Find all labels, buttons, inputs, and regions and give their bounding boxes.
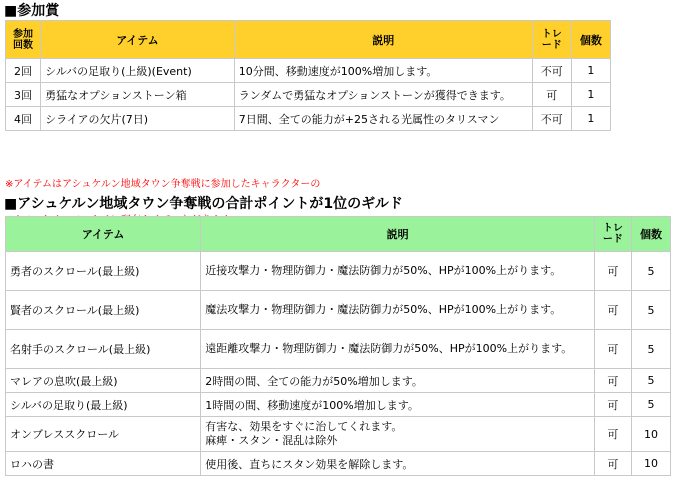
item-cell: オンブレススクロール (6, 417, 200, 451)
col-header-count: 個数 (632, 217, 670, 251)
trade-cell: 不可 (533, 59, 571, 82)
col-header-item: アイテム (6, 217, 200, 251)
table-row (6, 252, 670, 290)
trade-cell: 可 (533, 83, 571, 106)
round-cell: 2回 (6, 59, 40, 82)
trade-cell: 可 (595, 252, 631, 290)
item-cell: ロハの書 (6, 452, 200, 475)
count-cell: 5 (632, 369, 670, 392)
desc-cell: 7日間、全ての能力が+25される光属性のタリスマン (235, 107, 532, 130)
count-cell: 5 (632, 252, 670, 290)
item-cell: 名射手のスクロール(最上級) (6, 330, 200, 368)
count-cell: 10 (632, 452, 670, 475)
note-line-1: ※アイテムはアシュケルン地域タウン争奪戦に参加したキャラクターの (5, 179, 321, 190)
round-cell: 4回 (6, 107, 40, 130)
desc-cell: 遠距離攻撃力・物理防御力・魔法防御力が50%、HPが100%上がります。 (201, 330, 594, 368)
table-row (6, 393, 670, 416)
section1-title: ■参加賞 (4, 3, 60, 19)
desc-cell: ランダムで勇猛なオプションストーンが獲得できます。 (235, 83, 532, 106)
trade-cell: 可 (595, 330, 631, 368)
item-cell: マレアの息吹(最上級) (6, 369, 200, 392)
desc-cell: 2時間の間、全ての能力が50%増加します。 (201, 369, 594, 392)
col-header-count: 個数 (572, 21, 610, 58)
table-header-row (6, 21, 610, 58)
section2-title: ■アシュケルン地域タウン争奪戦の合計ポイントが1位のギルド (4, 196, 403, 212)
table-row (6, 107, 610, 130)
desc-cell: 1時間の間、移動速度が100%増加します。 (201, 393, 594, 416)
desc-cell: 使用後、直ちにスタン効果を解除します。 (201, 452, 594, 475)
table-row (6, 83, 610, 106)
participation-reward-table (5, 20, 611, 131)
table-row (6, 59, 610, 82)
item-cell: 勇者のスクロール(最上級) (6, 252, 200, 290)
count-cell: 1 (572, 59, 610, 82)
trade-cell: 可 (595, 417, 631, 451)
desc-cell: 近接攻撃力・物理防御力・魔法防御力が50%、HPが100%上がります。 (201, 252, 594, 290)
trade-cell: 不可 (533, 107, 571, 130)
col-header-round: 参加 回数 (6, 21, 40, 58)
col-header-desc: 説明 (235, 21, 532, 58)
table-header-row (6, 217, 670, 251)
trade-cell: 可 (595, 291, 631, 329)
trade-cell: 可 (595, 452, 631, 475)
desc-cell: 10分間、移動速度が100%増加します。 (235, 59, 532, 82)
col-header-trade: トレ ード (595, 217, 631, 251)
item-cell: 勇猛なオプションストーン箱 (41, 83, 234, 106)
item-cell: 賢者のスクロール(最上級) (6, 291, 200, 329)
guild-reward-table (5, 216, 671, 476)
table-row (6, 330, 670, 368)
item-cell: シルバの足取り(上級)(Event) (41, 59, 234, 82)
table-row (6, 452, 670, 475)
desc-cell: 魔法攻撃力・物理防御力・魔法防御力が50%、HPが100%上がります。 (201, 291, 594, 329)
table-row (6, 291, 670, 329)
col-header-trade: トレ ード (533, 21, 571, 58)
table-row (6, 417, 670, 451)
round-cell: 3回 (6, 83, 40, 106)
trade-cell: 可 (595, 369, 631, 392)
desc-cell: 有害な、効果をすぐに治してくれます。 麻痺・スタン・混乱は除外 (201, 417, 594, 451)
col-header-desc: 説明 (201, 217, 594, 251)
table-row (6, 369, 670, 392)
col-header-item: アイテム (41, 21, 234, 58)
count-cell: 10 (632, 417, 670, 451)
count-cell: 5 (632, 291, 670, 329)
item-cell: シライアの欠片(7日) (41, 107, 234, 130)
item-cell: シルバの足取り(最上級) (6, 393, 200, 416)
trade-cell: 可 (595, 393, 631, 416)
count-cell: 1 (572, 83, 610, 106)
count-cell: 5 (632, 393, 670, 416)
count-cell: 5 (632, 330, 670, 368)
count-cell: 1 (572, 107, 610, 130)
